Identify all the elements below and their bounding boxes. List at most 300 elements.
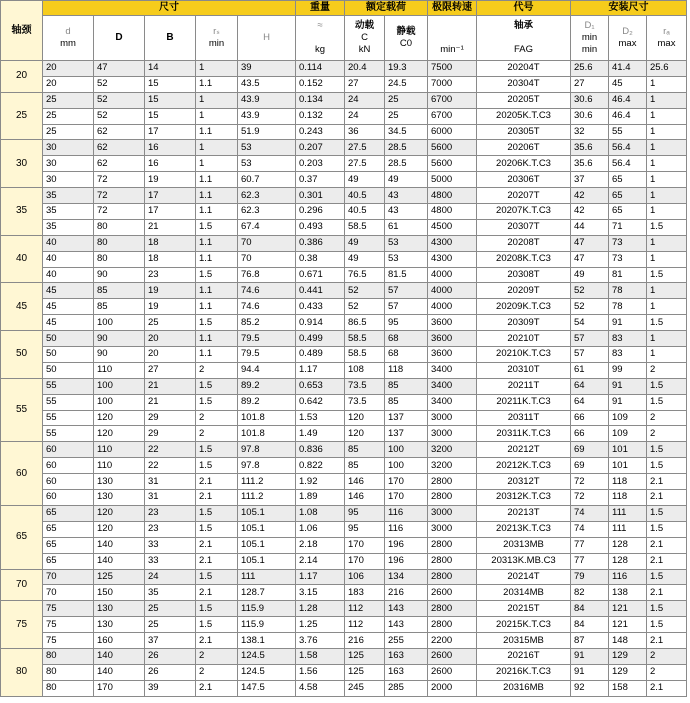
- table-cell: 101: [609, 442, 647, 458]
- table-cell: 75: [43, 633, 94, 649]
- table-cell: 1: [647, 76, 687, 92]
- table-cell: 75: [43, 601, 94, 617]
- weight-header: 重量: [296, 1, 345, 16]
- table-cell: 77: [571, 553, 609, 569]
- table-row: [1, 410, 687, 426]
- table-cell: 1.53: [296, 410, 345, 426]
- table-cell: 70: [238, 235, 296, 251]
- table-cell: 143: [385, 601, 428, 617]
- table-cell: 170: [385, 490, 428, 506]
- table-cell: 54: [571, 315, 609, 331]
- code-header: 代号: [477, 1, 571, 16]
- shaft-group-label: 70: [1, 569, 43, 601]
- table-cell: 20: [43, 61, 94, 77]
- table-cell: 47: [571, 235, 609, 251]
- table-cell: 16: [145, 140, 196, 156]
- table-cell: 6700: [428, 92, 477, 108]
- table-cell: 216: [385, 585, 428, 601]
- table-cell: 31: [145, 474, 196, 490]
- table-cell: 20212K.T.C3: [477, 458, 571, 474]
- table-cell: 43.9: [238, 108, 296, 124]
- table-cell: 0.301: [296, 188, 345, 204]
- table-cell: 0.433: [296, 299, 345, 315]
- table-cell: 20211K.T.C3: [477, 394, 571, 410]
- table-cell: 35: [43, 204, 94, 220]
- table-cell: 196: [385, 553, 428, 569]
- table-cell: 74: [571, 505, 609, 521]
- table-cell: 73: [609, 251, 647, 267]
- table-cell: 1.1: [196, 299, 238, 315]
- table-cell: 25: [385, 92, 428, 108]
- table-cell: 140: [94, 553, 145, 569]
- table-row: [1, 140, 687, 156]
- table-cell: 138: [609, 585, 647, 601]
- col-d2-header: D₂ max: [609, 16, 647, 61]
- table-cell: 20313MB: [477, 537, 571, 553]
- table-cell: 2: [196, 664, 238, 680]
- table-cell: 20211T: [477, 378, 571, 394]
- table-cell: 1.92: [296, 474, 345, 490]
- table-cell: 0.114: [296, 61, 345, 77]
- table-cell: 1.5: [647, 267, 687, 283]
- table-cell: 118: [609, 490, 647, 506]
- table-cell: 115.9: [238, 617, 296, 633]
- table-cell: 129: [609, 664, 647, 680]
- table-row: [1, 664, 687, 680]
- table-cell: 18: [145, 235, 196, 251]
- table-cell: 1.5: [196, 442, 238, 458]
- table-cell: 1.5: [196, 267, 238, 283]
- table-cell: 24: [345, 92, 385, 108]
- table-cell: 1.17: [296, 569, 345, 585]
- table-cell: 1.5: [647, 378, 687, 394]
- table-cell: 85: [94, 283, 145, 299]
- shaft-diameter-header: 轴颈: [1, 1, 43, 61]
- table-cell: 20.4: [345, 61, 385, 77]
- bearing-table-body: [1, 61, 687, 697]
- table-cell: 17: [145, 188, 196, 204]
- table-cell: 14: [145, 61, 196, 77]
- table-row: [1, 251, 687, 267]
- table-cell: 37: [571, 172, 609, 188]
- table-cell: 62: [94, 140, 145, 156]
- table-cell: 74.6: [238, 283, 296, 299]
- table-cell: 3400: [428, 394, 477, 410]
- table-cell: 120: [345, 410, 385, 426]
- table-cell: 91: [609, 315, 647, 331]
- table-cell: 24: [345, 108, 385, 124]
- table-cell: 47: [571, 251, 609, 267]
- table-cell: 77: [571, 537, 609, 553]
- table-cell: 0.203: [296, 156, 345, 172]
- table-cell: 20312K.T.C3: [477, 490, 571, 506]
- table-cell: 20210K.T.C3: [477, 347, 571, 363]
- table-cell: 148: [609, 633, 647, 649]
- table-cell: 2.1: [196, 537, 238, 553]
- table-cell: 1: [647, 235, 687, 251]
- table-cell: 39: [145, 680, 196, 696]
- shaft-group-label: 80: [1, 648, 43, 696]
- table-cell: 87: [571, 633, 609, 649]
- table-cell: 4800: [428, 204, 477, 220]
- table-cell: 6700: [428, 108, 477, 124]
- table-cell: 20214T: [477, 569, 571, 585]
- table-cell: 170: [345, 537, 385, 553]
- table-cell: 27: [345, 76, 385, 92]
- table-row: [1, 315, 687, 331]
- table-cell: 44: [571, 219, 609, 235]
- table-cell: 1.1: [196, 235, 238, 251]
- table-cell: 0.37: [296, 172, 345, 188]
- table-cell: 1.5: [647, 521, 687, 537]
- table-cell: 65: [43, 521, 94, 537]
- table-cell: 20306T: [477, 172, 571, 188]
- col-B-header: B: [145, 16, 196, 61]
- table-cell: 1: [647, 124, 687, 140]
- table-row: [1, 553, 687, 569]
- table-cell: 26: [145, 664, 196, 680]
- table-cell: 6000: [428, 124, 477, 140]
- table-cell: 57: [385, 299, 428, 315]
- table-cell: 57: [571, 347, 609, 363]
- table-cell: 130: [94, 474, 145, 490]
- table-cell: 52: [571, 283, 609, 299]
- table-cell: 47: [94, 61, 145, 77]
- table-cell: 4.58: [296, 680, 345, 696]
- table-cell: 120: [94, 505, 145, 521]
- table-cell: 120: [345, 426, 385, 442]
- table-cell: 170: [94, 680, 145, 696]
- table-cell: 105.1: [238, 505, 296, 521]
- table-cell: 125: [345, 648, 385, 664]
- table-cell: 40.5: [345, 204, 385, 220]
- table-cell: 20309T: [477, 315, 571, 331]
- table-cell: 40: [43, 251, 94, 267]
- table-cell: 150: [94, 585, 145, 601]
- table-cell: 1.5: [196, 521, 238, 537]
- table-cell: 137: [385, 426, 428, 442]
- table-cell: 52: [94, 108, 145, 124]
- table-cell: 111: [609, 505, 647, 521]
- table-row: [1, 648, 687, 664]
- table-cell: 1: [647, 140, 687, 156]
- table-cell: 49: [345, 172, 385, 188]
- table-cell: 30: [43, 156, 94, 172]
- table-cell: 2: [196, 648, 238, 664]
- table-cell: 110: [94, 458, 145, 474]
- table-cell: 125: [94, 569, 145, 585]
- table-cell: 29: [145, 410, 196, 426]
- table-cell: 2.1: [647, 633, 687, 649]
- table-row: [1, 569, 687, 585]
- table-cell: 130: [94, 617, 145, 633]
- table-cell: 92: [571, 680, 609, 696]
- table-cell: 70: [43, 585, 94, 601]
- table-cell: 52: [571, 299, 609, 315]
- table-cell: 0.499: [296, 331, 345, 347]
- table-cell: 1.1: [196, 283, 238, 299]
- table-row: [1, 204, 687, 220]
- table-cell: 25: [385, 108, 428, 124]
- table-cell: 1.5: [196, 601, 238, 617]
- table-cell: 3200: [428, 458, 477, 474]
- table-cell: 20: [145, 347, 196, 363]
- table-cell: 3000: [428, 505, 477, 521]
- table-cell: 3000: [428, 521, 477, 537]
- table-row: [1, 633, 687, 649]
- table-cell: 68: [385, 347, 428, 363]
- table-cell: 62: [94, 124, 145, 140]
- table-cell: 4500: [428, 219, 477, 235]
- table-cell: 33: [145, 537, 196, 553]
- table-cell: 55: [43, 410, 94, 426]
- table-cell: 3.15: [296, 585, 345, 601]
- table-cell: 99: [609, 362, 647, 378]
- table-cell: 90: [94, 267, 145, 283]
- table-cell: 15: [145, 92, 196, 108]
- table-cell: 22: [145, 458, 196, 474]
- table-cell: 106: [345, 569, 385, 585]
- table-cell: 2.1: [196, 680, 238, 696]
- table-cell: 110: [94, 362, 145, 378]
- table-cell: 97.8: [238, 442, 296, 458]
- table-cell: 46.4: [609, 108, 647, 124]
- table-cell: 1.1: [196, 188, 238, 204]
- table-cell: 95: [345, 521, 385, 537]
- table-cell: 64: [571, 394, 609, 410]
- table-cell: 2.18: [296, 537, 345, 553]
- table-cell: 3200: [428, 442, 477, 458]
- table-cell: 69: [571, 458, 609, 474]
- table-cell: 0.836: [296, 442, 345, 458]
- load-rating-header: 额定载荷: [345, 1, 428, 16]
- table-cell: 3000: [428, 426, 477, 442]
- table-cell: 21: [145, 394, 196, 410]
- table-cell: 143: [385, 617, 428, 633]
- table-cell: 4300: [428, 235, 477, 251]
- shaft-group-label: 50: [1, 331, 43, 379]
- table-cell: 2.1: [196, 633, 238, 649]
- table-cell: 1.1: [196, 172, 238, 188]
- table-cell: 73.5: [345, 394, 385, 410]
- table-cell: 20315MB: [477, 633, 571, 649]
- table-cell: 69: [571, 442, 609, 458]
- table-cell: 17: [145, 204, 196, 220]
- table-cell: 43.9: [238, 92, 296, 108]
- table-cell: 0.296: [296, 204, 345, 220]
- table-cell: 91: [571, 664, 609, 680]
- table-cell: 62: [94, 156, 145, 172]
- shaft-group-label: 30: [1, 140, 43, 188]
- table-cell: 120: [94, 521, 145, 537]
- table-cell: 60.7: [238, 172, 296, 188]
- table-cell: 4000: [428, 283, 477, 299]
- table-cell: 62.3: [238, 188, 296, 204]
- table-cell: 170: [385, 474, 428, 490]
- table-cell: 30.6: [571, 92, 609, 108]
- table-cell: 101: [609, 458, 647, 474]
- table-cell: 40: [43, 235, 94, 251]
- table-cell: 24: [145, 569, 196, 585]
- col-dynamic-header: 动载 C kN: [345, 16, 385, 61]
- table-cell: 85: [385, 394, 428, 410]
- table-cell: 20213T: [477, 505, 571, 521]
- table-cell: 43.5: [238, 76, 296, 92]
- table-cell: 3600: [428, 347, 477, 363]
- table-cell: 56.4: [609, 156, 647, 172]
- table-cell: 4000: [428, 299, 477, 315]
- table-cell: 2.1: [196, 490, 238, 506]
- table-cell: 7000: [428, 76, 477, 92]
- table-cell: 115.9: [238, 601, 296, 617]
- table-cell: 56.4: [609, 140, 647, 156]
- table-cell: 25: [43, 108, 94, 124]
- table-row: [1, 458, 687, 474]
- table-cell: 52: [345, 299, 385, 315]
- table-cell: 29: [145, 426, 196, 442]
- table-cell: 53: [238, 156, 296, 172]
- table-cell: 0.132: [296, 108, 345, 124]
- table-cell: 121: [609, 617, 647, 633]
- table-cell: 72: [571, 474, 609, 490]
- table-cell: 58.5: [345, 347, 385, 363]
- table-cell: 30.6: [571, 108, 609, 124]
- table-cell: 2.1: [647, 680, 687, 696]
- table-cell: 24.5: [385, 76, 428, 92]
- table-row: [1, 92, 687, 108]
- table-cell: 27.5: [345, 140, 385, 156]
- col-weight-header: ≈ kg: [296, 16, 345, 61]
- table-cell: 1.49: [296, 426, 345, 442]
- table-row: [1, 521, 687, 537]
- table-cell: 31: [145, 490, 196, 506]
- shaft-group-label: 40: [1, 235, 43, 283]
- table-cell: 43: [385, 204, 428, 220]
- table-cell: 20313K.MB.C3: [477, 553, 571, 569]
- table-cell: 78: [609, 299, 647, 315]
- table-cell: 146: [345, 490, 385, 506]
- table-cell: 20215K.T.C3: [477, 617, 571, 633]
- table-cell: 94.4: [238, 362, 296, 378]
- table-cell: 57: [571, 331, 609, 347]
- table-row: [1, 219, 687, 235]
- table-cell: 130: [94, 601, 145, 617]
- table-cell: 1.25: [296, 617, 345, 633]
- table-cell: 1.08: [296, 505, 345, 521]
- table-cell: 0.243: [296, 124, 345, 140]
- table-cell: 112: [345, 601, 385, 617]
- table-cell: 39: [238, 61, 296, 77]
- table-cell: 137: [385, 410, 428, 426]
- table-cell: 20216T: [477, 648, 571, 664]
- table-cell: 1: [647, 108, 687, 124]
- table-cell: 33: [145, 553, 196, 569]
- table-cell: 1.17: [296, 362, 345, 378]
- table-cell: 42: [571, 204, 609, 220]
- table-cell: 45: [609, 76, 647, 92]
- col-rs-header: rₛ min: [196, 16, 238, 61]
- table-cell: 1.5: [647, 601, 687, 617]
- table-cell: 2800: [428, 617, 477, 633]
- table-cell: 76.8: [238, 267, 296, 283]
- table-cell: 20215T: [477, 601, 571, 617]
- table-cell: 35.6: [571, 156, 609, 172]
- table-cell: 170: [345, 553, 385, 569]
- table-cell: 5600: [428, 140, 477, 156]
- table-cell: 19.3: [385, 61, 428, 77]
- table-cell: 49: [345, 251, 385, 267]
- table-cell: 65: [43, 505, 94, 521]
- table-cell: 2: [647, 410, 687, 426]
- table-cell: 0.441: [296, 283, 345, 299]
- table-row: [1, 61, 687, 77]
- table-cell: 61: [385, 219, 428, 235]
- table-cell: 95: [345, 505, 385, 521]
- table-row: [1, 442, 687, 458]
- table-row: [1, 426, 687, 442]
- table-cell: 245: [345, 680, 385, 696]
- table-row: [1, 283, 687, 299]
- table-cell: 100: [94, 378, 145, 394]
- table-cell: 112: [345, 617, 385, 633]
- table-cell: 0.822: [296, 458, 345, 474]
- table-cell: 128: [609, 553, 647, 569]
- table-cell: 0.152: [296, 76, 345, 92]
- col-D-header: D: [94, 16, 145, 61]
- table-cell: 35: [43, 219, 94, 235]
- table-cell: 116: [385, 521, 428, 537]
- table-cell: 21: [145, 219, 196, 235]
- table-cell: 2600: [428, 648, 477, 664]
- table-cell: 79.5: [238, 347, 296, 363]
- table-cell: 35: [43, 188, 94, 204]
- table-row: [1, 124, 687, 140]
- table-cell: 66: [571, 426, 609, 442]
- table-cell: 4000: [428, 267, 477, 283]
- table-cell: 1.5: [196, 458, 238, 474]
- table-row: [1, 188, 687, 204]
- table-cell: 72: [94, 204, 145, 220]
- table-cell: 3600: [428, 315, 477, 331]
- table-cell: 1.5: [196, 617, 238, 633]
- table-cell: 52: [94, 92, 145, 108]
- table-cell: 0.642: [296, 394, 345, 410]
- table-cell: 91: [609, 378, 647, 394]
- table-cell: 68: [385, 331, 428, 347]
- col-H-header: H: [238, 16, 296, 61]
- table-cell: 2600: [428, 664, 477, 680]
- table-cell: 20310T: [477, 362, 571, 378]
- table-row: [1, 378, 687, 394]
- table-cell: 27: [571, 76, 609, 92]
- table-cell: 30: [43, 172, 94, 188]
- table-cell: 1.58: [296, 648, 345, 664]
- table-cell: 2800: [428, 601, 477, 617]
- col-d1-header: D₁ min min: [571, 16, 609, 61]
- table-cell: 95: [385, 315, 428, 331]
- table-cell: 60: [43, 458, 94, 474]
- table-cell: 20210T: [477, 331, 571, 347]
- table-cell: 65: [609, 188, 647, 204]
- table-cell: 1: [647, 92, 687, 108]
- table-cell: 20308T: [477, 267, 571, 283]
- table-cell: 45: [43, 315, 94, 331]
- table-cell: 3.76: [296, 633, 345, 649]
- table-cell: 2000: [428, 680, 477, 696]
- table-cell: 20207T: [477, 188, 571, 204]
- shaft-group-label: 25: [1, 92, 43, 140]
- table-cell: 111: [609, 521, 647, 537]
